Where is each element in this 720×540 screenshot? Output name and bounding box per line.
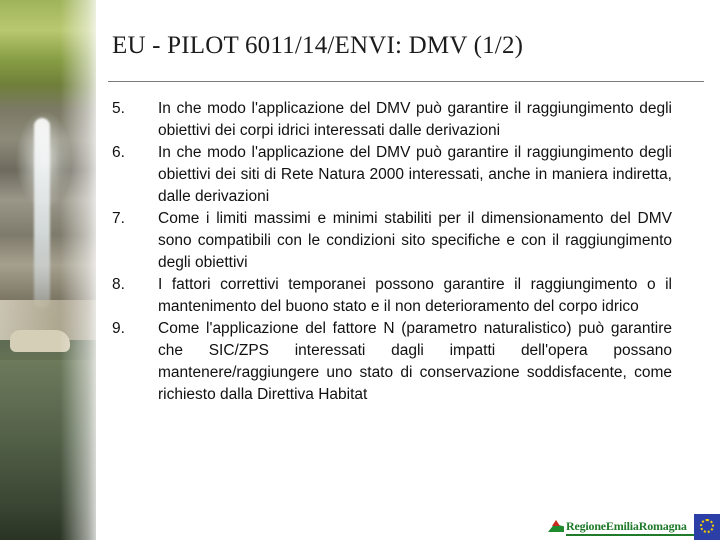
question-list	[112, 98, 672, 406]
eu-flag-icon	[694, 514, 720, 540]
list-item	[112, 274, 672, 318]
region-logo-text: RegioneEmiliaRomagna	[566, 518, 687, 533]
item-text: I fattori correttivi temporanei possono garantire il raggiungimento o il mantenimento del buono stato e il non deterioramento del corpo idrico	[158, 276, 672, 315]
list-item	[112, 142, 672, 208]
waterfall-stream	[34, 118, 50, 308]
item-number: 7.	[112, 210, 125, 227]
list-item	[112, 208, 672, 274]
item-number: 8.	[112, 276, 125, 293]
item-text: Come i limiti massimi e minimi stabiliti per il dimensionamento del DMV sono compatibili con le condizioni sito specifiche e con il raggiungimento degli obiettivi	[158, 210, 672, 271]
list-item	[112, 318, 672, 406]
item-number: 9.	[112, 320, 125, 337]
item-text: In che modo l'applicazione del DMV può garantire il raggiungimento degli obiettivi dei siti di Rete Natura 2000 interessati, anche in maniera indiretta, dalle derivazioni	[158, 144, 672, 205]
region-logo	[548, 516, 687, 536]
item-number: 6.	[112, 144, 125, 161]
emblem-red-shape	[552, 520, 560, 526]
eu-stars-icon	[700, 519, 714, 533]
photo-fade-overlay	[60, 0, 100, 540]
item-text: In che modo l'applicazione del DMV può garantire il raggiungimento degli obiettivi dei corpi idrici interessati dalle derivazioni	[158, 100, 672, 139]
item-number: 5.	[112, 100, 125, 117]
region-emblem-icon	[548, 518, 564, 534]
item-text: Come l'applicazione del fattore N (parametro naturalistico) può garantire che SIC/ZPS interessati dagli impatti dell'opera possano mantenere/raggiungere uno stato di conservazione soddisfacente, come richiesto dalla Direttiva Habitat	[158, 320, 672, 403]
title-divider	[108, 81, 704, 82]
slide-title: EU - PILOT 6011/14/ENVI: DMV (1/2)	[112, 32, 524, 59]
list-item	[112, 98, 672, 142]
